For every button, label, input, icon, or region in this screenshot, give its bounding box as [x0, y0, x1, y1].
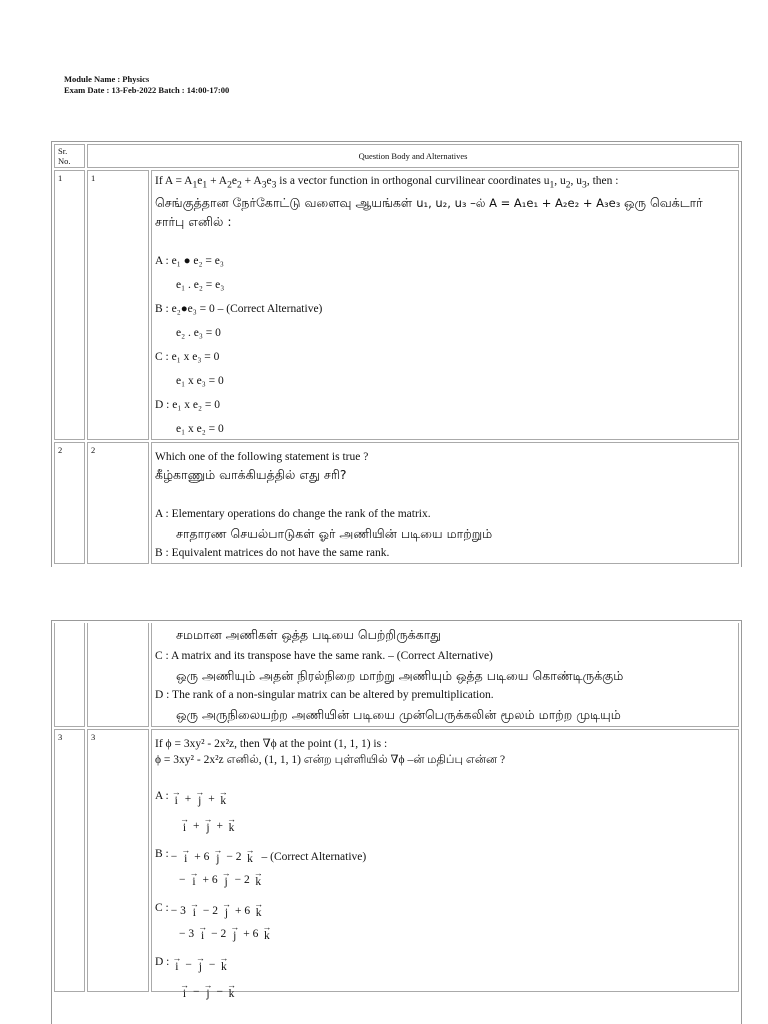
unit-vector-j: → j	[195, 787, 205, 807]
option-b: B : − → i + 6 → j − 2 → k – (Correct Alternative)	[155, 845, 367, 865]
option-c: C : − 3 → i − 2 → j + 6 → k	[155, 899, 264, 919]
operator: −	[185, 959, 192, 971]
operator: − 3	[179, 928, 195, 940]
operator: +	[208, 793, 215, 805]
unit-vector-i: → i	[198, 922, 208, 942]
option-b: B : Equivalent matrices do not have the same rank.	[155, 547, 390, 560]
option-b-ta: சமமான அணிகள் ஒத்த படியை பெற்றிருக்காது	[176, 627, 442, 642]
question-text-en: If ϕ = 3xy² - 2x²z, then ∇ϕ at the point (1, 1, 1) is :	[155, 738, 388, 750]
vector-expression	[171, 788, 229, 807]
option-a-sub: e₁ . e₂ = e₃	[176, 279, 225, 292]
option-c: C : A matrix and its transpose have the same rank. – (Correct Alternative)	[155, 650, 493, 662]
question-body	[151, 729, 739, 1000]
operator: +	[216, 820, 223, 832]
unit-vector-k: → k	[253, 868, 263, 888]
operator: −	[193, 986, 200, 998]
operator: −	[179, 874, 186, 886]
question-text-en: If $A = A_1e_1 + A_2e_2 + A_3e_3$ is a vector function in orthogonal curvilinear coordinates $u_1$, $u_2$, $u_3$, then :	[155, 175, 619, 191]
operator: + 6	[235, 905, 251, 917]
operator: +	[184, 793, 192, 805]
unit-vector-i: → i	[181, 845, 191, 865]
vector-expression	[171, 846, 256, 865]
question-text-ta: கீழ்காணும் வாக்கியத்தில் எது சரி?	[155, 467, 347, 483]
unit-vector-j: → j	[203, 980, 213, 1000]
question-body	[151, 442, 739, 564]
unit-vector-j: → j	[230, 922, 240, 942]
unit-vector-j: → j	[222, 899, 231, 919]
operator: − 2	[234, 874, 250, 886]
option-c-repeat	[179, 923, 735, 942]
operator: + 6	[243, 928, 259, 940]
operator: + 6	[202, 874, 218, 886]
unit-vector-k: → k	[254, 899, 264, 919]
vector-expression	[171, 900, 264, 919]
operator: − 2	[226, 851, 242, 863]
question-text-en: Which one of the following statement is true ?	[155, 451, 369, 464]
question-text-ta: செங்குத்தான நேர்கோட்டு வளைவு ஆயங்கள் u₁, u₂, u₃ –ல் A = A₁e₁ + A₂e₂ + A₃e₃ ஒரு வெக்டார் சார்பு எனில் :	[155, 195, 703, 230]
question-text-ta: ϕ = 3xy² - 2x²z எனில், (1, 1, 1) என்ற புள்ளியில் ∇ϕ –ன் மதிப்பு என்ன ?	[155, 754, 506, 766]
operator: − 2	[202, 905, 218, 917]
question-no: 3	[87, 729, 149, 992]
option-c: C : e₁ x e₃ = 0	[155, 351, 220, 364]
exam-header	[64, 74, 229, 96]
option-a: A : → i + → j + → k	[155, 787, 228, 807]
question-row-1	[54, 170, 739, 440]
operator: − 3	[170, 905, 186, 917]
unit-vector-i: → i	[189, 868, 199, 888]
unit-vector-j: → j	[221, 868, 231, 888]
option-d-ta: ஒரு அருநிலையற்ற அணியின் படியை முன்பெருக்கலின் மூலம் மாற்ற முடியும்	[176, 707, 621, 722]
question-table-part-2	[51, 620, 742, 1024]
unit-vector-k: → k	[219, 953, 229, 973]
sr-no: 1	[54, 170, 85, 440]
operator: −	[208, 959, 216, 971]
module-name: Module Name : Physics	[64, 74, 150, 84]
unit-vector-k: → k	[218, 787, 228, 807]
unit-vector-j: → j	[195, 953, 205, 973]
unit-vector-i: → i	[171, 787, 181, 807]
table-header-row	[54, 144, 739, 168]
question-no: 2	[87, 442, 149, 564]
unit-vector-i: → i	[189, 899, 199, 919]
question-table-part-1	[51, 141, 742, 567]
option-d-sub: e₁ x e₂ = 0	[176, 423, 224, 436]
operator: −	[216, 986, 223, 998]
operator: +	[193, 820, 200, 832]
option-d: D : e₁ x e₂ = 0	[155, 399, 220, 412]
option-d: D : The rank of a non-singular matrix can be altered by premultiplication.	[155, 689, 494, 701]
option-c-ta: ஒரு அணியும் அதன் நிரல்நிறை மாற்று அணியும் ஒத்த படியை கொண்டிருக்கும்	[176, 668, 624, 683]
question-row-3	[54, 729, 739, 992]
unit-vector-k: → k	[227, 814, 236, 834]
question-row-2	[54, 442, 739, 564]
operator: −	[170, 851, 178, 863]
unit-vector-i: → i	[172, 953, 182, 973]
question-body	[151, 623, 739, 727]
question-row-2-cont	[54, 623, 739, 727]
unit-vector-k: → k	[227, 980, 236, 1000]
option-d-repeat	[179, 977, 735, 1000]
question-no: 1	[87, 170, 149, 440]
unit-vector-i: → i	[180, 814, 189, 834]
unit-vector-k: → k	[245, 845, 255, 865]
option-b-sub: e₂ . e₃ = 0	[176, 327, 221, 340]
unit-vector-j: → j	[203, 814, 213, 834]
option-a-repeat	[179, 811, 735, 834]
operator: + 6	[194, 851, 210, 863]
correct-alternative-note: – (Correct Alternative)	[261, 851, 367, 863]
option-a: A : e₁ ● e₂ = e₃	[155, 255, 224, 268]
option-b-repeat	[179, 869, 735, 888]
sr-no: 2	[54, 442, 85, 564]
unit-vector-i: → i	[180, 980, 189, 1000]
unit-vector-j: → j	[213, 845, 223, 865]
unit-vector-k: → k	[262, 922, 272, 942]
question-body	[151, 170, 739, 440]
option-a-ta: சாதாரண செயல்பாடுகள் ஓர் அணியின் படியை மாற்றும்	[176, 526, 493, 542]
col-question-body: Question Body and Alternatives	[87, 144, 739, 168]
col-sr-no: Sr. No.	[54, 144, 85, 168]
exam-date-batch: Exam Date : 13-Feb-2022 Batch : 14:00-17:00	[64, 85, 230, 95]
sr-no: 3	[54, 729, 85, 992]
vector-expression	[171, 954, 229, 973]
option-d: D : → i − → j − → k	[155, 953, 229, 973]
option-a: A : Elementary operations do change the rank of the matrix.	[155, 508, 431, 521]
option-b: B : e₂●e₃ = 0 – (Correct Alternative)	[155, 303, 323, 316]
operator: − 2	[211, 928, 227, 940]
option-c-sub: e₁ x e₃ = 0	[176, 375, 224, 388]
